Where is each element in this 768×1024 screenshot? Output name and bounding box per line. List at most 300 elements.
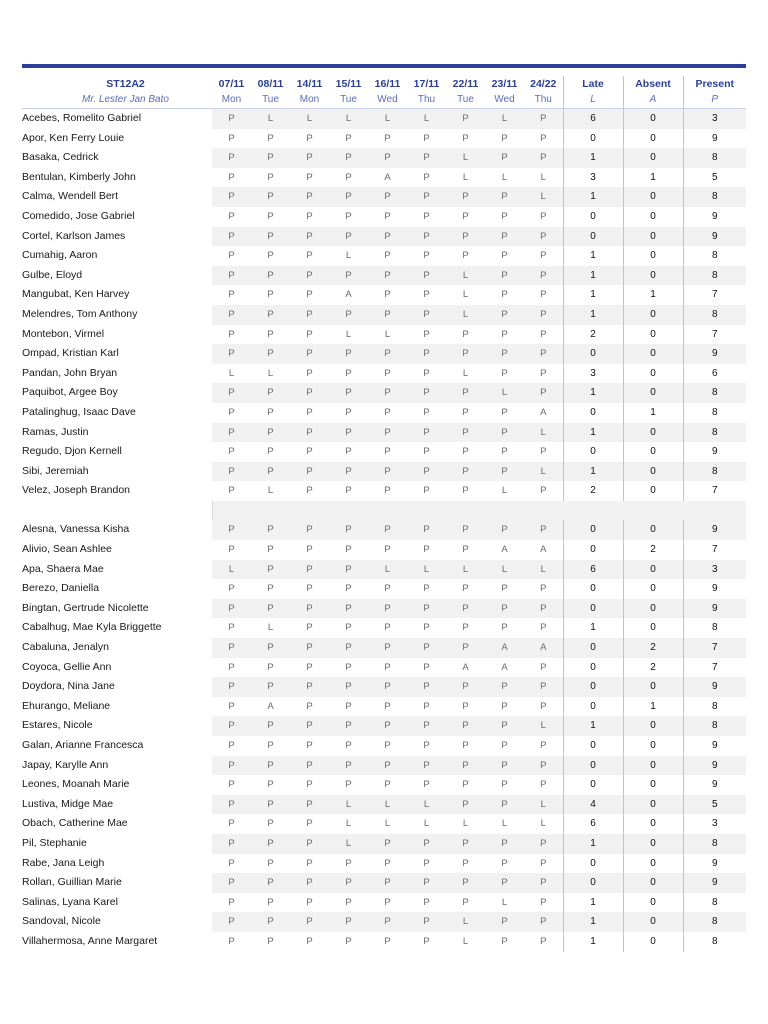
attendance-mark: P [267,446,274,458]
attendance-mark: L [345,328,352,340]
attendance-mark: P [368,266,407,286]
attendance-mark: P [329,423,368,443]
attendance-mark: P [251,462,290,482]
late-count: 4 [563,795,623,815]
attendance-mark: P [423,896,430,908]
attendance-mark: P [368,638,407,658]
attendance-mark: P [384,661,391,673]
student-row [22,207,746,227]
attendance-mark: P [212,599,251,619]
attendance-mark: P [462,250,469,262]
attendance-mark: P [407,266,446,286]
late-count: 3 [563,364,623,384]
attendance-mark: P [407,912,446,932]
absent-count: 0 [623,834,683,854]
attendance-mark: A [524,638,563,658]
date-header: 24/22 [530,78,557,90]
attendance-mark: P [290,716,329,736]
attendance-mark: P [345,367,352,379]
attendance-mark: P [384,857,391,869]
absent-count: 0 [623,109,683,129]
attendance-mark: P [446,462,485,482]
student-name: Gulbe, Eloyd [22,268,83,281]
attendance-mark: P [228,896,235,908]
student-name: Comedido, Jose Gabriel [22,209,135,222]
absent-count: 0 [623,677,683,697]
attendance-mark: P [345,485,352,497]
absent-count: 0 [623,325,683,345]
attendance-mark: A [540,544,547,556]
attendance-mark: L [524,560,563,580]
late-count: 1 [563,285,623,305]
absent-count: 0 [623,364,683,384]
attendance-mark: P [329,148,368,168]
attendance-mark: P [540,367,547,379]
attendance-mark: A [267,700,274,712]
attendance-mark: P [306,367,313,379]
attendance-mark: P [368,756,407,776]
attendance-mark: P [384,250,391,262]
late-count: 0 [563,579,623,599]
student-name: Cabalhug, Mae Kyla Briggette [22,621,162,634]
absent-count: 0 [623,423,683,443]
attendance-mark: L [501,485,508,497]
class-code: ST12A2 [106,78,145,90]
attendance-mark: L [345,818,352,830]
attendance-mark: P [290,638,329,658]
absent-count: 1 [623,168,683,188]
weekday-header: Mon [290,92,329,109]
attendance-mark: P [345,661,352,673]
student-row [22,756,746,776]
weekday-header: Tue [329,92,368,109]
attendance-mark: P [384,406,391,418]
date-header: 22/11 [452,78,479,90]
attendance-mark: P [368,423,407,443]
weekday-header: Tue [446,92,485,109]
present-count: 8 [683,403,746,423]
student-row [22,893,746,913]
attendance-mark: P [501,779,508,791]
attendance-mark: P [251,638,290,658]
late-count: 0 [563,207,623,227]
attendance-mark: P [306,289,313,301]
present-count: 3 [683,560,746,580]
attendance-mark: P [407,187,446,207]
attendance-mark: P [306,818,313,830]
attendance-mark: P [212,187,251,207]
date-header: 14/11 [296,78,323,90]
weekday-header: Wed [368,92,407,109]
attendance-mark: P [524,266,563,286]
attendance-table [22,76,746,952]
attendance-mark: P [290,266,329,286]
attendance-mark: P [446,795,485,815]
attendance-mark: P [290,383,329,403]
late-count: 1 [563,893,623,913]
attendance-mark: P [423,622,430,634]
attendance-mark: P [306,583,313,595]
student-name: Salinas, Lyana Karel [22,895,118,908]
attendance-mark: P [290,599,329,619]
attendance-mark: L [485,383,524,403]
attendance-mark: P [462,446,469,458]
present-code: P [683,92,746,109]
late-count: 6 [563,814,623,834]
attendance-mark: P [368,187,407,207]
attendance-mark: P [251,873,290,893]
late-count: 1 [563,423,623,443]
attendance-mark: P [267,328,274,340]
absent-count: 0 [623,246,683,266]
attendance-mark: P [462,544,469,556]
attendance-mark: P [462,700,469,712]
weekday-header: Wed [485,92,524,109]
student-row [22,618,746,638]
attendance-mark: P [485,148,524,168]
attendance-mark: P [212,912,251,932]
attendance-mark: P [407,599,446,619]
student-name: Mangubat, Ken Harvey [22,288,130,301]
attendance-mark: P [524,677,563,697]
attendance-mark: P [228,818,235,830]
absent-code: A [623,92,683,109]
attendance-mark: P [368,599,407,619]
attendance-mark: L [384,328,391,340]
attendance-mark: P [446,873,485,893]
attendance-mark: P [212,148,251,168]
attendance-mark: P [407,305,446,325]
late-count: 0 [563,854,623,874]
attendance-mark: P [267,740,274,751]
attendance-mark: P [462,622,469,634]
attendance-mark: P [485,227,524,247]
attendance-mark: P [501,328,508,340]
attendance-mark: P [212,383,251,403]
late-count: 1 [563,912,623,932]
absent-count: 0 [623,481,683,501]
present-count: 8 [683,383,746,403]
date-header: 16/11 [374,78,401,90]
student-row [22,383,746,403]
present-count: 3 [683,814,746,834]
present-count: 8 [683,893,746,913]
attendance-mark: P [212,462,251,482]
attendance-mark: P [423,446,430,458]
late-count: 0 [563,775,623,795]
present-count: 9 [683,227,746,247]
attendance-mark: L [407,795,446,815]
attendance-mark: P [345,210,352,222]
present-count: 8 [683,462,746,482]
attendance-mark: P [290,227,329,247]
late-count: 0 [563,540,623,560]
student-row [22,462,746,482]
attendance-mark: P [329,187,368,207]
attendance-mark: P [228,210,235,222]
attendance-mark: L [485,560,524,580]
attendance-mark: A [462,661,469,673]
present-count: 7 [683,325,746,345]
late-count: 1 [563,716,623,736]
attendance-mark: P [345,779,352,791]
student-row [22,227,746,247]
present-count: 9 [683,442,746,462]
attendance-mark: L [329,795,368,815]
attendance-mark: P [485,305,524,325]
student-row [22,344,746,364]
student-name: Galan, Arianne Francesca [22,739,144,751]
attendance-mark: P [384,485,391,497]
date-header: 15/11 [335,78,362,90]
late-count: 1 [563,383,623,403]
attendance-mark: P [290,462,329,482]
late-count: 0 [563,599,623,619]
student-name: Pil, Stephanie [22,836,87,849]
attendance-mark: P [329,344,368,364]
attendance-mark: L [423,818,430,830]
student-name: Rabe, Jana Leigh [22,856,105,869]
date-header: 08/11 [257,78,284,90]
attendance-mark: P [251,148,290,168]
absent-count: 0 [623,129,683,149]
absent-count: 0 [623,520,683,540]
absent-count: 1 [623,697,683,717]
student-row [22,932,746,952]
attendance-mark: P [407,677,446,697]
attendance-mark: P [446,187,485,207]
present-count: 8 [683,716,746,736]
present-count: 7 [683,481,746,501]
present-count: 7 [683,638,746,658]
attendance-mark: P [423,544,430,556]
attendance-mark: P [524,912,563,932]
present-count: 5 [683,168,746,188]
attendance-mark: P [290,187,329,207]
absent-count: 0 [623,560,683,580]
attendance-mark: P [462,583,469,595]
attendance-mark: P [329,638,368,658]
late-header: Late [563,76,623,92]
attendance-mark: P [228,289,235,301]
present-count: 8 [683,932,746,952]
student-row [22,246,746,266]
attendance-mark: P [501,132,508,144]
attendance-mark: P [446,520,485,540]
attendance-mark: P [501,289,508,301]
student-name: Montebon, Virmel [22,327,105,340]
attendance-mark: P [251,520,290,540]
late-count: 0 [563,658,623,678]
student-name: Velez, Joseph Brandon [22,484,130,497]
attendance-mark: P [228,661,235,673]
attendance-mark: P [368,873,407,893]
attendance-mark: P [368,148,407,168]
attendance-mark: P [306,328,313,340]
student-row [22,560,746,580]
attendance-mark: P [384,367,391,379]
attendance-mark: P [267,132,274,144]
student-name: Japay, Karylle Ann [22,758,109,771]
attendance-mark: P [290,520,329,540]
student-name: Bingtan, Gertrude Nicolette [22,601,149,614]
attendance-mark: P [423,171,430,183]
attendance-mark: P [423,935,430,947]
attendance-mark: L [446,305,485,325]
attendance-mark: P [212,873,251,893]
attendance-mark: L [524,187,563,207]
student-name: Apa, Shaera Mae [22,562,104,575]
absent-count: 0 [623,383,683,403]
absent-count: 2 [623,638,683,658]
attendance-mark: P [290,677,329,697]
student-row [22,285,746,305]
student-row [22,697,746,717]
late-count: 1 [563,618,623,638]
attendance-mark: L [251,109,290,129]
absent-count: 0 [623,187,683,207]
attendance-mark: P [329,383,368,403]
student-name: Basaka, Cedrick [22,151,99,164]
student-name: Sandoval, Nicole [22,915,101,928]
attendance-mark: L [290,109,329,129]
student-row [22,658,746,678]
absent-count: 0 [623,344,683,364]
attendance-mark: L [524,795,563,815]
attendance-mark: P [345,132,352,144]
present-count: 6 [683,364,746,384]
attendance-mark: P [251,912,290,932]
attendance-mark: P [423,740,430,751]
attendance-mark: P [290,873,329,893]
attendance-mark: P [306,485,313,497]
student-name: Ompad, Kristian Karl [22,347,119,360]
attendance-mark: P [267,250,274,262]
late-count: 2 [563,325,623,345]
attendance-mark: P [212,756,251,776]
attendance-mark: P [251,423,290,443]
attendance-mark: P [212,305,251,325]
student-row [22,266,746,286]
student-row [22,834,746,854]
absent-count: 0 [623,462,683,482]
attendance-mark: P [524,520,563,540]
attendance-mark: P [446,834,485,854]
attendance-mark: P [524,756,563,776]
attendance-mark: P [446,677,485,697]
weekday-header: Thu [407,92,446,109]
attendance-mark: P [267,289,274,301]
student-name: Doydora, Nina Jane [22,680,115,693]
attendance-mark: P [423,210,430,222]
attendance-mark: P [290,423,329,443]
student-name: Berezo, Daniella [22,582,100,595]
attendance-mark: P [329,599,368,619]
attendance-mark: P [228,171,235,183]
attendance-mark: P [485,462,524,482]
late-count: 0 [563,736,623,756]
attendance-mark: L [329,834,368,854]
attendance-mark: P [306,210,313,222]
attendance-mark: L [368,560,407,580]
absent-count: 0 [623,775,683,795]
late-count: 0 [563,403,623,423]
attendance-mark: P [267,583,274,595]
attendance-mark: P [524,834,563,854]
attendance-mark: P [306,700,313,712]
absent-count: 0 [623,912,683,932]
late-count: 6 [563,560,623,580]
attendance-mark: P [290,148,329,168]
student-name: Alesna, Vanessa Kisha [22,523,130,536]
present-count: 9 [683,677,746,697]
absent-count: 0 [623,814,683,834]
student-row [22,716,746,736]
attendance-mark: P [462,485,469,497]
student-name: Villahermosa, Anne Margaret [22,934,158,947]
attendance-mark: P [345,740,352,751]
attendance-mark: P [306,544,313,556]
absent-count: 0 [623,736,683,756]
attendance-mark: P [306,132,313,144]
attendance-mark: L [345,250,352,262]
attendance-mark: P [251,716,290,736]
attendance-mark: P [423,132,430,144]
attendance-mark: P [524,599,563,619]
attendance-mark: P [212,716,251,736]
attendance-mark: P [540,661,547,673]
student-name: Coyoca, Gellie Ann [22,660,112,673]
student-row [22,520,746,540]
present-count: 9 [683,873,746,893]
student-name: Pandan, John Bryan [22,366,118,379]
attendance-mark: P [329,520,368,540]
late-count: 0 [563,129,623,149]
attendance-mark: P [485,187,524,207]
present-count: 9 [683,756,746,776]
attendance-mark: P [423,367,430,379]
attendance-mark: L [267,367,274,379]
attendance-mark: P [329,756,368,776]
attendance-mark: P [212,227,251,247]
late-count: 6 [563,109,623,129]
date-header: 07/11 [218,78,245,90]
attendance-mark: P [407,638,446,658]
attendance-mark: A [485,638,524,658]
absent-count: 0 [623,854,683,874]
attendance-mark: P [228,857,235,869]
attendance-mark: P [290,756,329,776]
attendance-mark: P [329,912,368,932]
attendance-mark: P [384,935,391,947]
attendance-mark: P [524,873,563,893]
header-rule [22,64,746,68]
attendance-mark: P [212,423,251,443]
absent-count: 0 [623,932,683,952]
attendance-mark: P [485,677,524,697]
attendance-mark: P [485,266,524,286]
attendance-mark: P [290,305,329,325]
attendance-mark: P [446,756,485,776]
student-row [22,912,746,932]
late-count: 0 [563,638,623,658]
attendance-mark: P [501,935,508,947]
student-row [22,305,746,325]
attendance-mark: P [407,834,446,854]
absent-count: 0 [623,795,683,815]
attendance-mark: P [540,210,547,222]
student-name: Melendres, Tom Anthony [22,307,138,320]
